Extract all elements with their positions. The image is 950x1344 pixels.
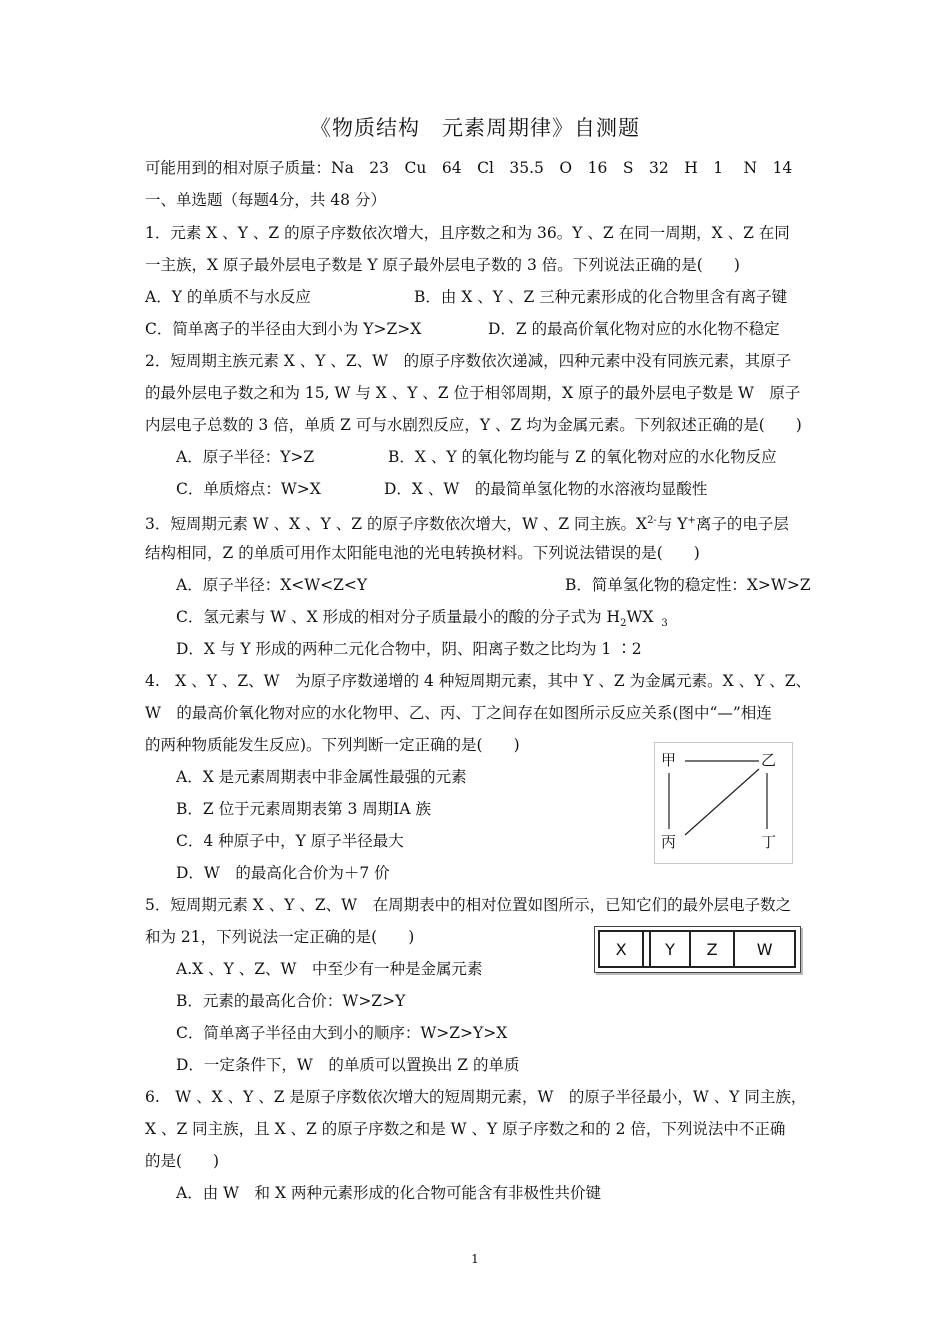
q1-option-b: B．由 X 、Y 、Z 三种元素形成的化合物里含有离子键: [414, 288, 788, 306]
q1-option-c: C．简单离子的半径由大到小为 Y>Z>X: [145, 320, 422, 338]
q5-option-a: A.X 、Y 、Z、W 中至少有一种是金属元素: [176, 960, 483, 978]
q3-option-b: B．简单氢化物的稳定性：X>W>Z: [565, 576, 811, 594]
q4-option-a: A．X 是元素周期表中非金属性最强的元素: [176, 768, 467, 786]
q5-option-c: C．简单离子半径由大到小的顺序：W>Z>Y>X: [176, 1024, 508, 1042]
page-title: 《物质结构 元素周期律》自测题: [310, 116, 640, 140]
cell-empty: [643, 931, 650, 967]
section-heading: 一、单选题（每题4分，共 48 分）: [145, 191, 386, 209]
reaction-diagram: [654, 742, 793, 864]
cell-w: W: [734, 931, 795, 967]
q3-option-d: D．X 与 Y 形成的两种二元化合物中，阴、阳离子数之比均为 1 ∶2: [176, 640, 642, 658]
label-ding: 丁: [761, 833, 777, 851]
q6-stem-line2: X 、Z 同主族，且 X 、Z 的原子序数之和是 W 、Y 原子序数之和的 2 倍，下列说法中不正确: [145, 1120, 786, 1138]
q5-option-b: B．元素的最高化合价：W>Z>Y: [176, 992, 406, 1010]
q1-stem-line1: 1．元素 X 、Y 、Z 的原子序数依次增大，且序数之和为 36。Y 、Z 在同一周期，X 、Z 在同: [145, 224, 790, 242]
cell-z: Z: [690, 931, 734, 967]
q1-option-a: A．Y 的单质不与水反应: [145, 288, 311, 306]
q2-stem-line3: 内层电子总数的 3 倍，单质 Z 可与水剧烈反应，Y 、Z 均为金属元素。下列叙述正确的是( ): [145, 416, 802, 434]
q6-stem-line3: 的是( ): [145, 1152, 220, 1170]
q5-stem-line1: 5．短周期元素 X 、Y 、Z、W 在周期表中的相对位置如图所示，已知它们的最外层电子数之: [145, 896, 792, 914]
q1-stem-line2: 一主族，X 原子最外层电子数是 Y 原子最外层电子数的 3 倍。下列说法正确的是( ): [145, 256, 740, 274]
line-bing-yi: [685, 769, 759, 835]
periodic-position-table: [594, 926, 801, 973]
q4-option-d: D．W 的最高化合价为＋7 价: [176, 864, 390, 882]
q2-stem-line2: 的最外层电子数之和为 15, W 与 X 、Y 、Z 位于相邻周期，X 原子的最外层电子数是 W 原子: [145, 384, 801, 402]
label-jia: 甲: [661, 751, 677, 769]
q2-option-a: A．原子半径：Y>Z: [176, 448, 315, 466]
q4-stem-line2: W 的最高价氧化物对应的水化物甲、乙、丙、丁之间存在如图所示反应关系(图中“—”相连: [145, 704, 772, 722]
atomic-mass-line: 可能用到的相对原子质量：Na 23 Cu 64 Cl 35.5 O 16 S 32 H 1 N 14: [145, 159, 793, 177]
q1-option-d: D．Z 的最高价氧化物对应的水化物不稳定: [488, 320, 780, 338]
page-number: 1: [471, 1252, 479, 1266]
q3-stem-line1: 3．短周期元素 W 、X 、Y 、Z 的原子序数依次增大，W 、Z 同主族。$X^{2-}$与 Y+离子的电子层: [145, 515, 789, 534]
q6-option-a: A．由 W 和 X 两种元素形成的化合物可能含有非极性共价键: [176, 1184, 601, 1202]
cell-x: X: [599, 931, 643, 967]
q2-stem-line1: 2．短周期主族元素 X 、Y 、Z、W 的原子序数依次递减，四种元素中没有同族元素，其原子: [145, 352, 792, 370]
q5-option-d: D．一定条件下，W 的单质可以置换出 Z 的单质: [176, 1056, 520, 1074]
q4-option-b: B．Z 位于元素周期表第 3 周期ⅠA 族: [176, 800, 432, 818]
q3-stem-line2: 结构相同，Z 的单质可用作太阳能电池的光电转换材料。下列说法错误的是( ): [145, 544, 700, 562]
label-yi: 乙: [761, 751, 777, 769]
cell-y: Y: [650, 931, 690, 967]
q2-option-b: B．X 、Y 的氧化物均能与 Z 的氧化物对应的水化物反应: [388, 448, 777, 466]
q4-option-c: C．4 种原子中，Y 原子半径最大: [176, 832, 404, 850]
q6-stem-line1: 6. W 、X 、Y 、Z 是原子序数依次增大的短周期元素，W 的原子半径最小，W 、Y 同主族，: [145, 1088, 807, 1106]
q3-option-c: C．氢元素与 W 、X 形成的相对分子质量最小的酸的分子式为 $H_2WX$ $_3$: [176, 608, 668, 630]
q4-stem-line3: 的两种物质能发生反应)。下列判断一定正确的是( ): [145, 736, 520, 754]
q4-stem-line1: 4. X 、Y 、Z、W 为原子序数递增的 4 种短周期元素，其中 Y 、Z 为金属元素。X 、Y 、Z、: [145, 672, 812, 690]
label-bing: 丙: [661, 833, 677, 851]
q2-option-c: C．单质熔点：W>X: [176, 480, 321, 498]
q5-stem-line2: 和为 21，下列说法一定正确的是( ): [145, 928, 415, 946]
q2-option-d: D．X 、W 的最简单氢化物的水溶液均显酸性: [384, 480, 708, 498]
q3-option-a: A．原子半径：X<W<Z<Y: [176, 576, 368, 594]
